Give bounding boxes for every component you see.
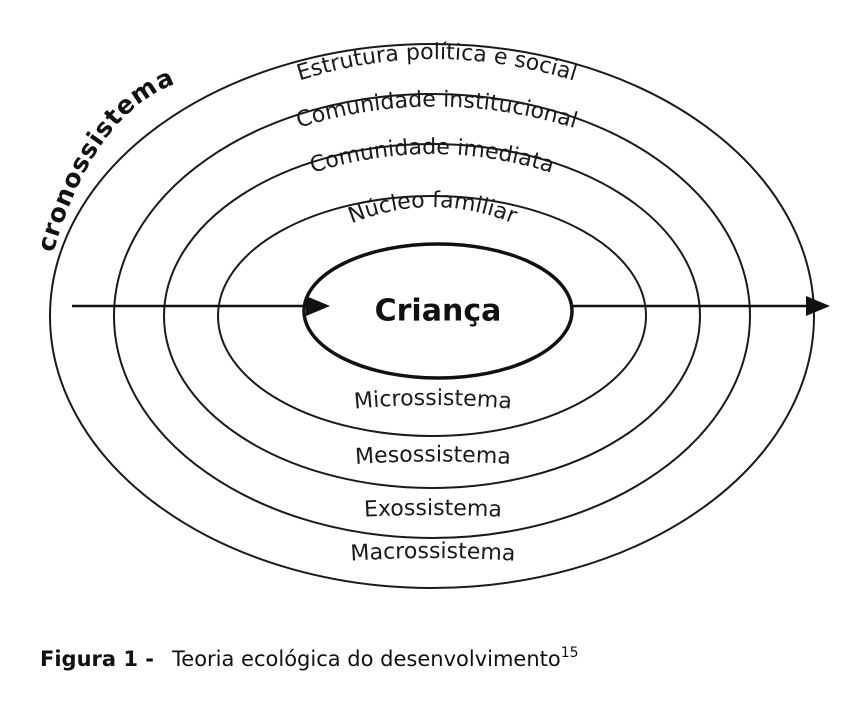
caption-text: Teoria ecológica do desenvolvimento: [172, 647, 561, 671]
cronossistema-label: cronossistema: [31, 62, 179, 255]
ring-label-comunidade-imediata: Comunidade imediata: [307, 134, 557, 179]
ring-label-macrossistema: Macrossistema: [349, 538, 517, 567]
center-label: Criança: [374, 293, 502, 329]
ring-label-comunidade-institucional: Comunidade institucional: [293, 87, 581, 134]
ring-label-estrutura-politica: Estrutura política e social: [293, 39, 580, 87]
ring-label-exossistema: Exossistema: [363, 495, 503, 523]
ring-label-mesossistema: Mesossistema: [354, 442, 512, 471]
ring-label-nucleo-familiar: Núcleo familiar: [344, 187, 521, 230]
reference-number: 15: [560, 645, 579, 661]
figure-number: Figura 1 -: [40, 647, 155, 671]
arrow-head-outer: [806, 296, 830, 316]
ring-label-microssistema: Microssistema: [353, 385, 513, 415]
figure-caption: [40, 645, 579, 671]
arrow-head-inner: [306, 296, 330, 316]
